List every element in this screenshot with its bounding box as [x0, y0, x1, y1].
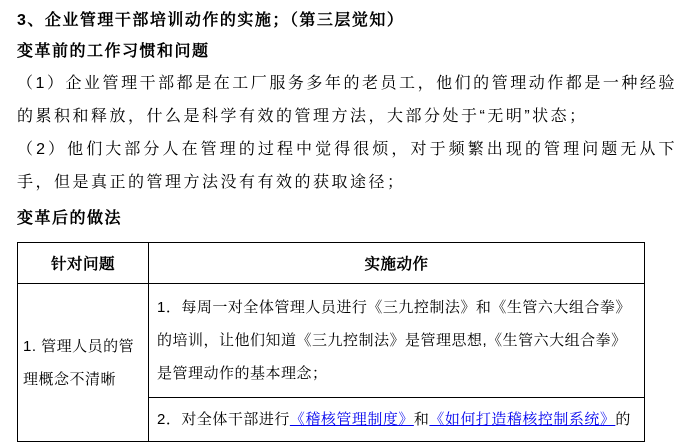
link-audit-management-system[interactable]: 《稽核管理制度》	[289, 411, 414, 428]
page-title: 3、企业管理干部培训动作的实施；（第三层觉知）	[17, 12, 405, 29]
implementation-table	[17, 242, 645, 442]
link-how-to-build-audit-control-system[interactable]: 《如何打造稽核控制系统》	[429, 411, 616, 428]
table-row	[18, 284, 645, 398]
problem-cell: 1. 管理人员的管理概念不清晰	[18, 284, 149, 442]
action-2-text-middle: 和	[413, 411, 430, 428]
action-2-text-suffix: 的	[615, 411, 631, 428]
table-header-row	[18, 243, 645, 284]
action-2-text-prefix: 2．对全体干部进行	[157, 411, 290, 428]
section-heading-after-change: 变革后的做法	[17, 210, 123, 227]
column-header-action: 实施动作	[149, 243, 645, 284]
paragraph-2: （2）他们大部分人在管理的过程中觉得很烦，对于频繁出现的管理问题无从下手，但是真正的管理方法没有有效的获取途径；	[17, 141, 677, 191]
column-header-problem: 针对问题	[18, 243, 149, 284]
action-cell-2	[149, 398, 645, 442]
section-heading-before-change: 变革前的工作习惯和问题	[17, 43, 210, 60]
action-cell-1: 1．每周一对全体管理人员进行《三九控制法》和《生管六大组合拳》的培训，让他们知道《三九控制法》是管理思想,《生管六大组合拳》是管理动作的基本理念；	[149, 284, 645, 398]
paragraph-1: （1）企业管理干部都是在工厂服务多年的老员工，他们的管理动作都是一种经验的累积和释放，什么是科学有效的管理方法，大部分处于“无明”状态；	[17, 75, 677, 125]
